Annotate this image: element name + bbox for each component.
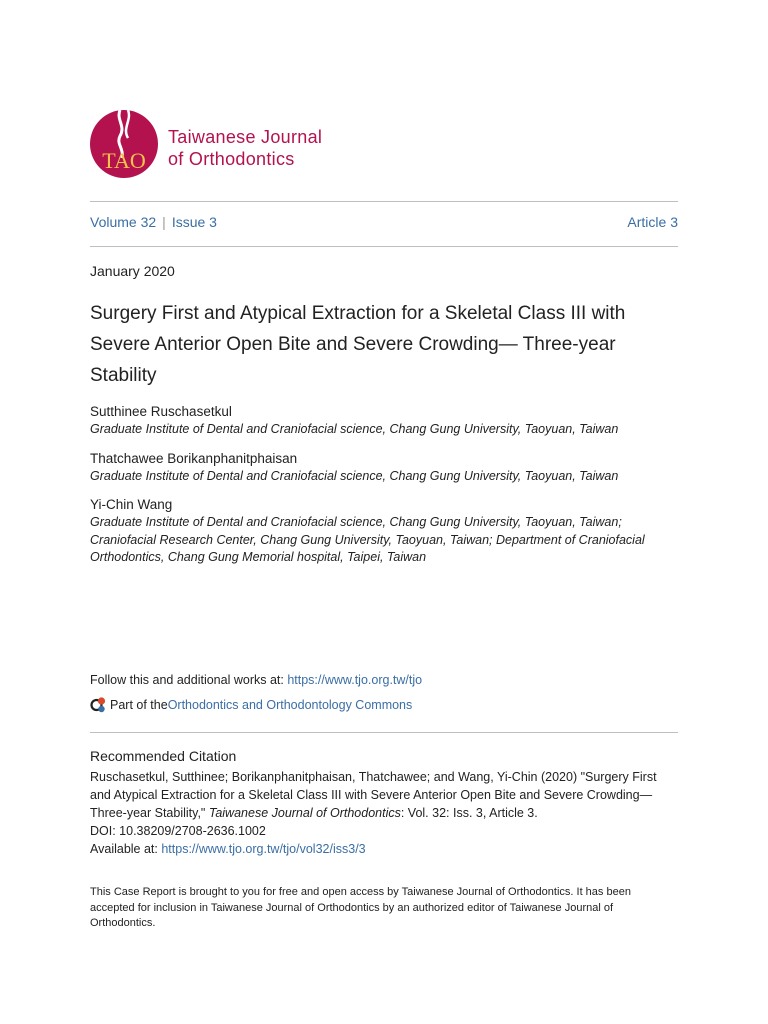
volume-link[interactable]: Volume 32 [90,214,157,230]
journal-logo[interactable] [90,106,390,186]
journal-name-line1: Taiwanese Journal [168,127,323,147]
follow-link[interactable]: https://www.tjo.org.tw/tjo [287,673,423,687]
author-entry [90,403,678,439]
article-title: Surgery First and Atypical Extraction for a Skeletal Class III with Severe Anterior Open Bite and Severe Crowding— Three-year Stability [90,303,626,386]
author-name: Yi-Chin Wang [90,497,173,512]
divider-bar-bottom [90,246,678,247]
citation-body [90,768,678,822]
author-entry [90,450,678,486]
available-label: Available at: [90,842,162,856]
citation-doi: DOI: 10.38209/2708-2636.1002 [90,824,266,838]
recommended-citation [90,748,678,858]
citation-volume: : Vol. 32: Iss. 3, Article 3. [400,806,538,820]
author-list [90,403,678,578]
part-of-line [90,696,412,713]
commons-link[interactable]: Orthodontics and Orthodontology Commons [167,697,413,712]
issue-bar [90,214,678,232]
citation-heading: Recommended Citation [90,748,237,764]
commons-icon [90,696,107,713]
author-name: Sutthinee Ruschasetkul [90,404,232,419]
volume-issue-links [90,214,217,230]
journal-name-line2: of Orthodontics [168,149,295,169]
author-affiliation: Graduate Institute of Dental and Craniofacial science, Chang Gung University, Taoyuan, Taiwan; Craniofacial Research Center, Chang Gung University, Taoyuan, Taiwan; Department of Craniofacial Orthodontics, Chang Gung Memorial hospital, Taipei, Taiwan [90,515,645,564]
citation-available [90,840,678,858]
available-link[interactable]: https://www.tjo.org.tw/tjo/vol32/iss3/3 [161,842,366,856]
author-affiliation: Graduate Institute of Dental and Craniofacial science, Chang Gung University, Taoyuan, Taiwan [90,422,619,436]
access-statement: This Case Report is brought to you for free and open access by Taiwanese Journal of Orthodontics. It has been accepted for inclusion in Taiwanese Journal of Orthodontics by an authorized editor of Taiwanese Journal of Orthodontics. [90,886,631,929]
author-entry [90,496,678,567]
issue-link[interactable]: Issue 3 [171,214,217,230]
author-name: Thatchawee Borikanphanitphaisan [90,450,298,466]
citation-authors-text: Ruschasetkul, Sutthinee; Borikanphanitphaisan, Thatchawee; and Wang, Yi-Chin (2020) "Surgery First and Atypical Extraction for a Skeletal Class III with Severe Anterior Open Bite and Severe Crowding— Three-year Stability," [90,770,657,820]
publication-date: January 2020 [90,263,175,279]
issue-separator: | [162,214,166,230]
divider-citation [90,732,678,733]
journal-name [168,126,322,170]
follow-text: Follow this and additional works at: [90,673,288,687]
logo-letters: TAO [102,148,146,173]
part-of-text: Part of the [110,697,168,712]
tao-logo-icon [90,106,158,182]
follow-line [90,673,422,687]
article-link[interactable]: Article 3 [627,214,678,230]
divider-top [90,201,678,202]
citation-journal: Taiwanese Journal of Orthodontics [208,806,401,820]
author-affiliation: Graduate Institute of Dental and Craniofacial science, Chang Gung University, Taoyuan, Taiwan [90,468,619,483]
